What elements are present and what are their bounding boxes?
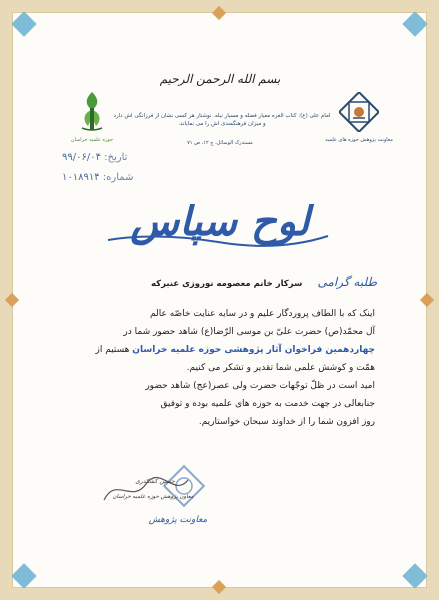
certificate-body: [55, 305, 375, 431]
recipient-name: سرکار خانم معصومه نوروزی عنبرکه: [151, 279, 303, 289]
issue-date: [62, 152, 127, 163]
date-label: تاریخ:: [104, 152, 128, 163]
signature-scrawl-icon: [96, 470, 196, 510]
left-logo-label: حوزه علمیه خراسان: [70, 137, 114, 143]
body-line-7: روز افزون شما را از خداوند سبحان خواستاریم.: [198, 417, 375, 427]
recipient-line: [57, 271, 377, 291]
recipient-label: طلبه گرامی: [317, 275, 377, 289]
body-line-2: آل محمّد(ص) حضرت علیّ بن موسی الرّضا(ع) شاهد حضور شما در: [123, 327, 375, 337]
right-logo-label: معاونت پژوهش حوزه های علمیه: [325, 137, 393, 143]
title-flourish-icon: [98, 230, 338, 248]
hadith-quote: امام علی (ع): کتاب الغره معیار فضله و مسبار نبله. نوشتار هر کسی نشان از فرزانگی اش دارد و میزان فرهنگمندی اش را می نمایاند.: [113, 113, 331, 127]
hadith-source: مستدرک الوسائل، ج ۱۲، ص ۷۱: [187, 140, 253, 146]
date-value: ۹۹/۰۶/۰۴: [62, 152, 101, 163]
certificate-title: لوح سپاس: [130, 198, 310, 245]
basmala-calligraphy: بسم الله الرحمن الرحيم: [159, 72, 281, 86]
call-title-highlight: چهاردهمین فراخوان آثار پژوهشی حوزه علمیه خراسان: [132, 345, 375, 355]
body-line-6: جنابعالی در جهت خدمت به حوزه های علمیه بوده و توفیق: [160, 399, 375, 409]
signatory-name: حسین کشکدری: [135, 478, 175, 485]
body-line-1: اینک که با الطاف پروردگار علیم و در سایه عنایت خاصّه عالم: [150, 309, 375, 319]
issue-number: [62, 172, 133, 183]
number-value: ۱۰۱۸۹۱۴: [62, 172, 100, 183]
number-label: شماره:: [102, 172, 134, 183]
body-line-3-rest: هستیم از: [95, 345, 133, 355]
body-line-3: [55, 341, 375, 359]
body-line-5: امید است در ظلّ توجّهات حضرت ولی عصر(عج) شاهد حضور: [145, 381, 375, 391]
body-line-4: همّت و کوشش علمی شما تقدیر و تشکر می کنیم.: [186, 363, 375, 373]
signatory-office: معاونت پژوهش: [148, 515, 208, 525]
khorasan-seminary-logo-icon: [74, 88, 110, 134]
seminary-research-logo-icon: [339, 92, 379, 132]
signatory-title: معاون پژوهش حوزه علمیه خراسان: [112, 494, 194, 500]
